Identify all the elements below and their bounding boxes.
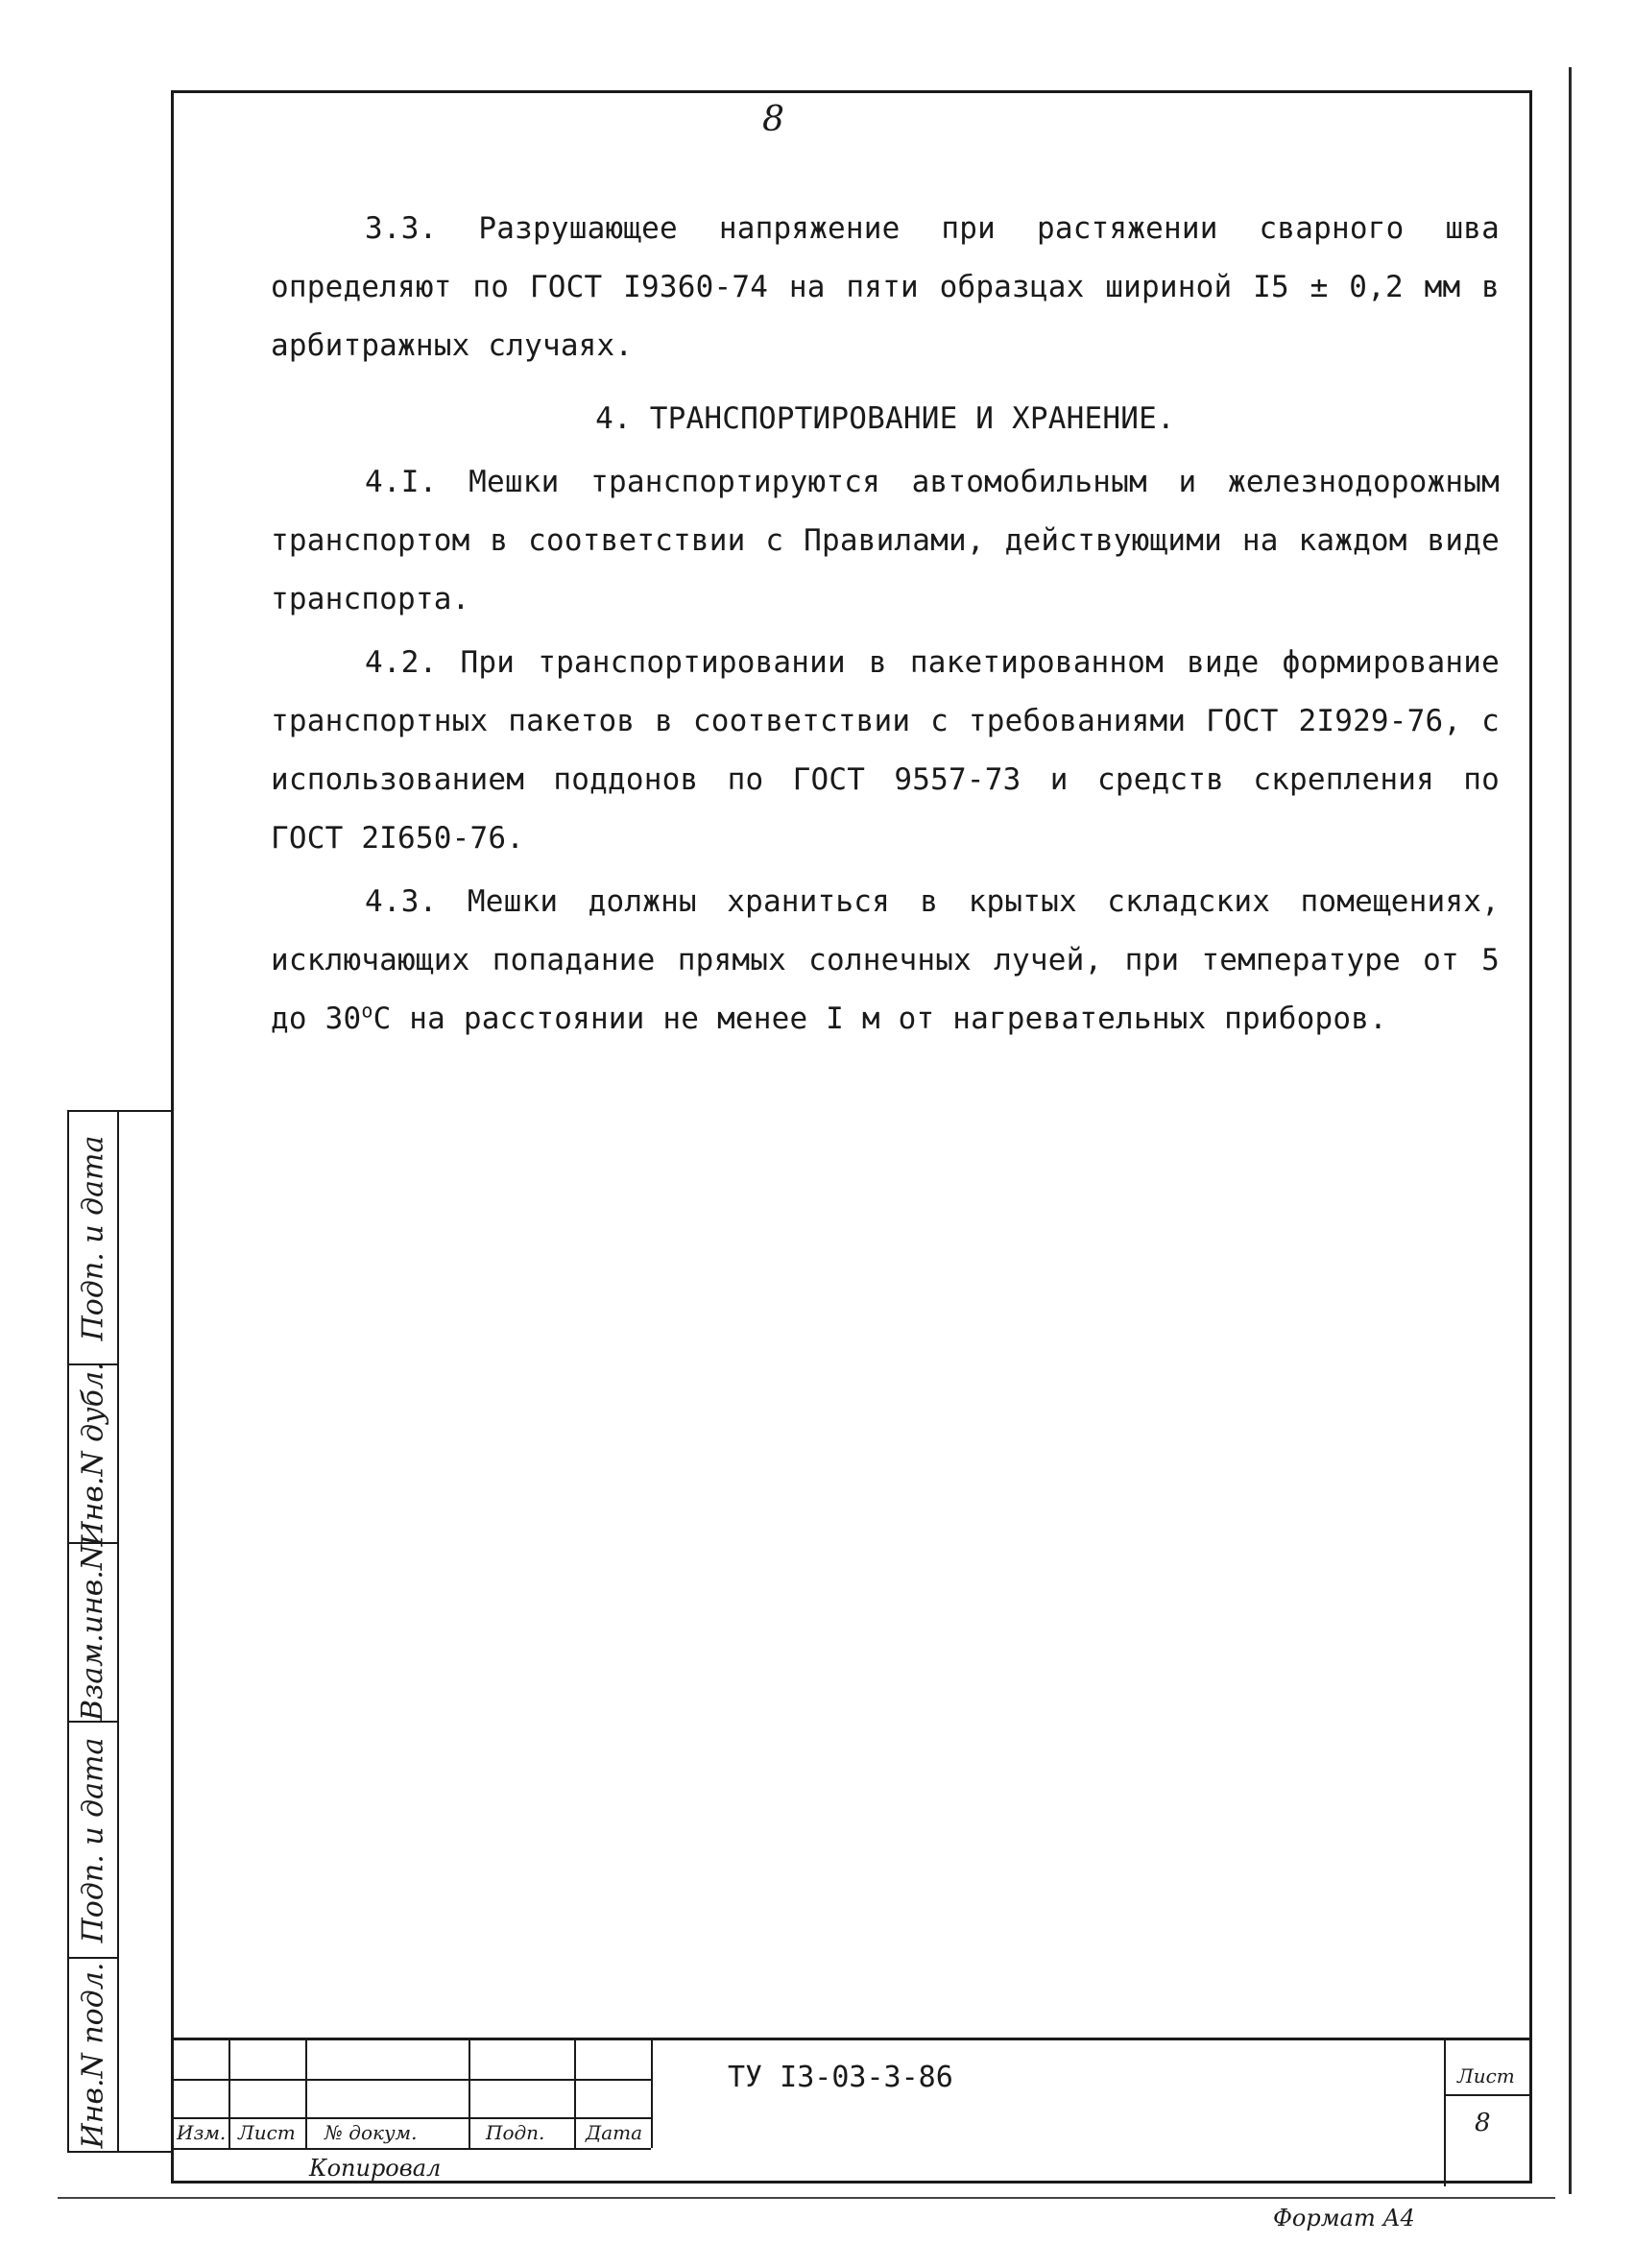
revision-col-line bbox=[574, 2040, 576, 2148]
bottom-rule bbox=[58, 2197, 1555, 2199]
col-list: Лист bbox=[238, 2121, 296, 2144]
paragraph-4-3 bbox=[271, 873, 1500, 1049]
paragraph-3-3: 3.3. Разрушающее напряжение при растяжении сварного шва определяют по ГОСТ I9360-74 на пяти образцах шириной I5 ± 0,2 мм в арбитражных случаях. bbox=[271, 211, 1500, 363]
sheet-label: Лист bbox=[1457, 2064, 1515, 2087]
margin-stamp-blank-column bbox=[119, 1110, 171, 2153]
revision-row-line bbox=[171, 2117, 651, 2119]
paragraph-4-3-part-b: С на расстоянии не менее I м от нагревательных приборов. bbox=[372, 1001, 1387, 1036]
format-label: Формат А4 bbox=[1273, 2205, 1415, 2232]
col-doc-no: № докум. bbox=[324, 2121, 418, 2144]
revision-col-line bbox=[469, 2040, 470, 2148]
document-body bbox=[271, 200, 1500, 1049]
sheet-number: 8 bbox=[1475, 2109, 1491, 2137]
stamp-cell-podp-data-1 bbox=[69, 1112, 117, 1365]
page-right-edge bbox=[1569, 67, 1572, 2194]
degree-superscript: о bbox=[361, 999, 373, 1023]
revision-col-line bbox=[228, 2040, 230, 2148]
stamp-cell-inv-dubl bbox=[69, 1361, 117, 1547]
section-4-heading: 4. ТРАНСПОРТИРОВАНИЕ И ХРАНЕНИЕ. bbox=[595, 401, 1175, 436]
stamp-cell-podp-data-2 bbox=[69, 1723, 117, 1959]
page-number: 8 bbox=[762, 100, 784, 139]
revision-col-line bbox=[305, 2040, 307, 2148]
paragraph-4-2: 4.2. При транспортировании в пакетированном виде формирование транспортных пакетов в соответствии с требованиями ГОСТ 2I929-76, с использованием поддонов по ГОСТ 9557-73 и средств скрепления по ГОСТ 2I650-76. bbox=[271, 645, 1500, 856]
stamp-label-podp-data-2: Подп. и дата bbox=[76, 1737, 110, 1942]
sheet-box-divider bbox=[1444, 2094, 1532, 2096]
revision-row-line bbox=[171, 2079, 651, 2081]
col-data: Дата bbox=[586, 2121, 643, 2144]
sheet-box-line bbox=[1444, 2040, 1446, 2186]
stamp-label-vzam-inv: Взам.инв.N bbox=[76, 1544, 110, 1721]
stamp-cell-vzam-inv bbox=[69, 1544, 117, 1723]
copied-by-label: Копировал bbox=[309, 2155, 442, 2182]
stamp-label-inv-dubl: Инв.N дубл. bbox=[76, 1361, 110, 1547]
document-code: ТУ I3-03-3-86 bbox=[728, 2061, 953, 2094]
paragraph-4-1: 4.I. Мешки транспортируются автомобильным и железнодорожным транспортом в соответствии с Правилами, действующими на каждом виде транспорта. bbox=[271, 465, 1500, 616]
margin-stamp bbox=[67, 1110, 119, 2153]
col-izm: Изм. bbox=[177, 2121, 227, 2144]
revision-col-line bbox=[651, 2040, 653, 2148]
stamp-label-podp-data-1: Подп. и дата bbox=[76, 1135, 110, 1340]
paragraph-4-3-part-a: 4.3. Мешки должны храниться в крытых складских помещениях, исключающих попадание прямых солнечных лучей, при температуре от 5 до 30 bbox=[271, 884, 1500, 1036]
stamp-cell-inv-podl bbox=[69, 1959, 117, 2151]
stamp-label-inv-podl: Инв.N подл. bbox=[76, 1962, 110, 2148]
revision-row-line bbox=[171, 2148, 651, 2150]
col-podp: Подп. bbox=[486, 2121, 545, 2144]
